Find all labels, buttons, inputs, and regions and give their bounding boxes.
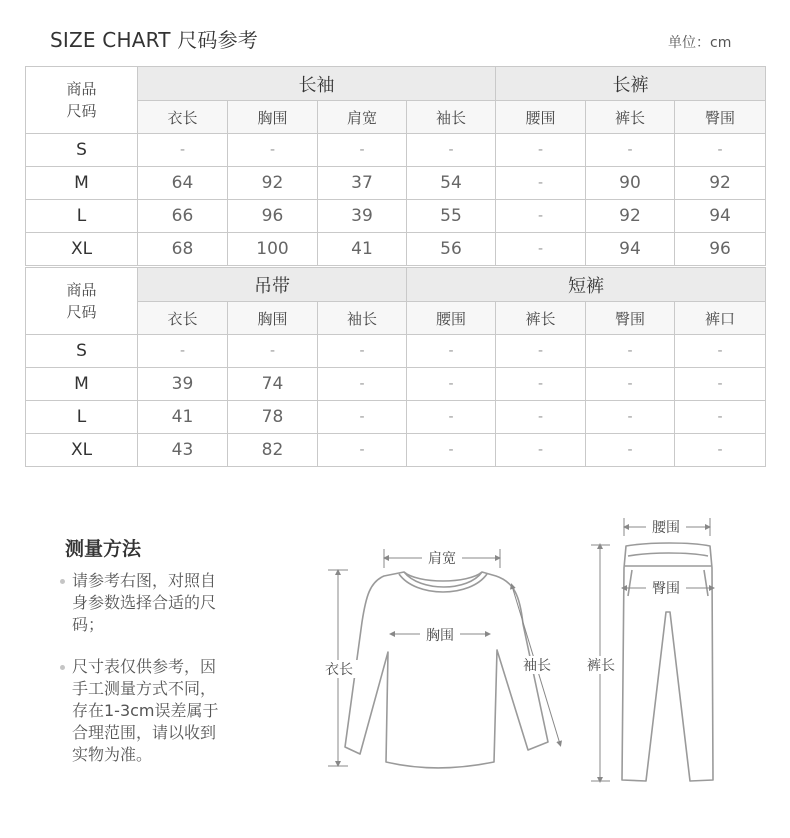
value-cell: 68 bbox=[138, 233, 228, 266]
value-cell: 78 bbox=[228, 401, 318, 434]
value-cell: - bbox=[228, 134, 318, 167]
size-cell: M bbox=[26, 167, 138, 200]
waist-label: 腰围 bbox=[652, 520, 680, 536]
value-cell: 94 bbox=[675, 200, 766, 233]
size-cell: S bbox=[26, 335, 138, 368]
value-cell: - bbox=[138, 134, 228, 167]
column-header: 衣长 bbox=[138, 302, 228, 335]
group-header-long-pants: 长裤 bbox=[496, 67, 766, 101]
value-cell: - bbox=[675, 335, 766, 368]
column-header: 胸围 bbox=[228, 101, 318, 134]
size-cell: M bbox=[26, 368, 138, 401]
size-cell: S bbox=[26, 134, 138, 167]
value-cell: - bbox=[318, 401, 407, 434]
value-cell: 82 bbox=[228, 434, 318, 467]
value-cell: - bbox=[586, 401, 675, 434]
chest-label: 胸围 bbox=[426, 628, 454, 644]
value-cell: 74 bbox=[228, 368, 318, 401]
value-cell: - bbox=[496, 200, 586, 233]
column-header: 袖长 bbox=[407, 101, 496, 134]
value-cell: - bbox=[675, 134, 766, 167]
value-cell: - bbox=[586, 335, 675, 368]
unit-label: 单位：cm bbox=[668, 35, 732, 51]
value-cell: 55 bbox=[407, 200, 496, 233]
value-cell: - bbox=[675, 434, 766, 467]
value-cell: - bbox=[496, 335, 586, 368]
value-cell: 90 bbox=[586, 167, 675, 200]
value-cell: - bbox=[228, 335, 318, 368]
value-cell: 37 bbox=[318, 167, 407, 200]
value-cell: 64 bbox=[138, 167, 228, 200]
column-header: 衣长 bbox=[138, 101, 228, 134]
value-cell: 54 bbox=[407, 167, 496, 200]
value-cell: 92 bbox=[586, 200, 675, 233]
value-cell: - bbox=[138, 335, 228, 368]
value-cell: - bbox=[586, 134, 675, 167]
value-cell: - bbox=[496, 401, 586, 434]
group-header-long-sleeve: 长袖 bbox=[138, 67, 496, 101]
group-header-camisole: 吊带 bbox=[138, 268, 407, 302]
column-header: 裤长 bbox=[586, 101, 675, 134]
size-cell: XL bbox=[26, 434, 138, 467]
shirt-length-label: 衣长 bbox=[325, 662, 353, 678]
product-size-label: 商品 尺码 bbox=[26, 67, 138, 134]
size-cell: L bbox=[26, 401, 138, 434]
sleeve-length-label: 袖长 bbox=[523, 658, 551, 674]
value-cell: 100 bbox=[228, 233, 318, 266]
column-header: 裤口 bbox=[675, 302, 766, 335]
value-cell: 94 bbox=[586, 233, 675, 266]
value-cell: - bbox=[318, 434, 407, 467]
value-cell: 96 bbox=[675, 233, 766, 266]
value-cell: - bbox=[407, 335, 496, 368]
column-header: 袖长 bbox=[318, 302, 407, 335]
column-header: 胸围 bbox=[228, 302, 318, 335]
column-header: 肩宽 bbox=[318, 101, 407, 134]
value-cell: 41 bbox=[318, 233, 407, 266]
value-cell: - bbox=[496, 167, 586, 200]
value-cell: - bbox=[496, 434, 586, 467]
column-header: 腰围 bbox=[407, 302, 496, 335]
shoulder-label: 肩宽 bbox=[428, 551, 456, 567]
column-header: 腰围 bbox=[496, 101, 586, 134]
size-cell: XL bbox=[26, 233, 138, 266]
value-cell: 56 bbox=[407, 233, 496, 266]
value-cell: 39 bbox=[138, 368, 228, 401]
value-cell: - bbox=[318, 368, 407, 401]
value-cell: - bbox=[586, 368, 675, 401]
page-title: SIZE CHART 尺码参考 bbox=[50, 28, 258, 52]
value-cell: 41 bbox=[138, 401, 228, 434]
value-cell: - bbox=[318, 134, 407, 167]
value-cell: - bbox=[407, 134, 496, 167]
pants-dimension-lines bbox=[591, 518, 712, 781]
value-cell: - bbox=[586, 434, 675, 467]
value-cell: - bbox=[407, 434, 496, 467]
column-header: 裤长 bbox=[496, 302, 586, 335]
column-header: 臀围 bbox=[586, 302, 675, 335]
measure-note-2: 尺寸表仅供参考，因 手工测量方式不同， 存在1-3cm误差属于 合理范围，请以收到 实物为准。 bbox=[60, 656, 250, 766]
value-cell: 92 bbox=[675, 167, 766, 200]
group-header-shorts: 短裤 bbox=[407, 268, 766, 302]
value-cell: 92 bbox=[228, 167, 318, 200]
size-cell: L bbox=[26, 200, 138, 233]
measure-title: 测量方法 bbox=[65, 538, 142, 560]
value-cell: 39 bbox=[318, 200, 407, 233]
value-cell: - bbox=[496, 134, 586, 167]
value-cell: - bbox=[318, 335, 407, 368]
value-cell: - bbox=[675, 401, 766, 434]
measure-note-1: 请参考右图，对照自 身参数选择合适的尺 码； bbox=[60, 570, 250, 636]
value-cell: 96 bbox=[228, 200, 318, 233]
pants-outline-icon bbox=[622, 543, 713, 781]
value-cell: - bbox=[407, 368, 496, 401]
value-cell: - bbox=[496, 233, 586, 266]
value-cell: 43 bbox=[138, 434, 228, 467]
pants-length-label: 裤长 bbox=[587, 658, 615, 674]
column-header: 臀围 bbox=[675, 101, 766, 134]
value-cell: - bbox=[675, 368, 766, 401]
value-cell: 66 bbox=[138, 200, 228, 233]
product-size-label: 商品 尺码 bbox=[26, 268, 138, 335]
value-cell: - bbox=[407, 401, 496, 434]
value-cell: - bbox=[496, 368, 586, 401]
hip-label: 臀围 bbox=[652, 581, 680, 597]
